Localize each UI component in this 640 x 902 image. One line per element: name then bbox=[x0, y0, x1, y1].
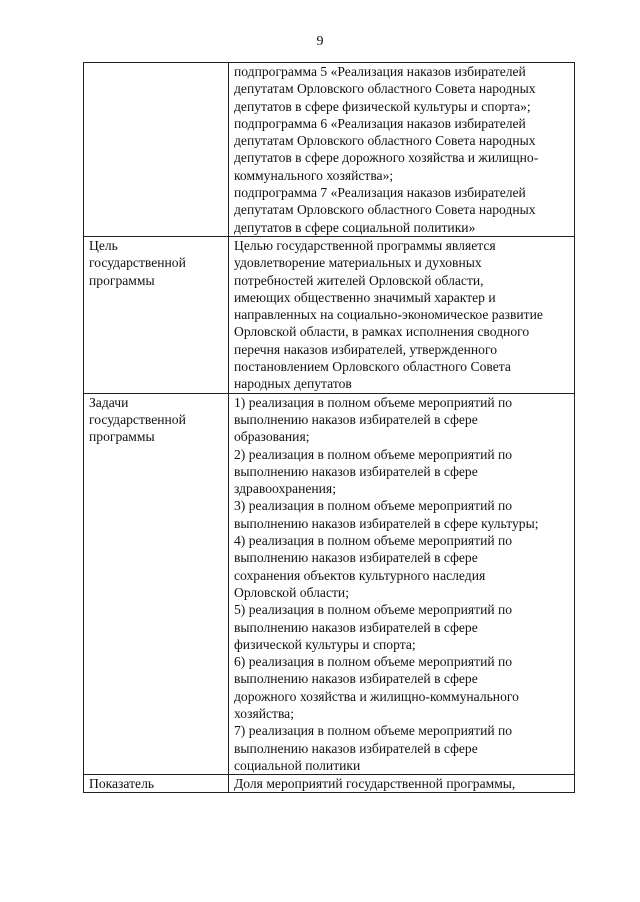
content-line: выполнению наказов избирателей в сфере bbox=[234, 463, 478, 479]
content-line: Орловской области; bbox=[234, 584, 349, 600]
content-line: 5) реализация в полном объеме мероприятий по bbox=[234, 602, 513, 618]
row-label-cell bbox=[84, 393, 229, 775]
content-line: перечня наказов избирателей, утвержденного bbox=[234, 341, 498, 357]
content-line: 1) реализация в полном объеме мероприятий по bbox=[234, 394, 513, 410]
label-line: программы bbox=[89, 429, 155, 445]
label-line: программы bbox=[89, 272, 155, 288]
row-content-cell bbox=[229, 775, 575, 793]
content-line: подпрограмма 5 «Реализация наказов избирателей bbox=[234, 64, 526, 79]
content-line: здравоохранения; bbox=[234, 481, 336, 497]
content-line: коммунального хозяйства»; bbox=[234, 167, 394, 183]
content-line: сохранения объектов культурного наследия bbox=[234, 567, 486, 583]
content-line: Доля мероприятий государственной программы, bbox=[234, 776, 516, 792]
label-line: Задачи bbox=[89, 394, 129, 410]
content-line: направленных на социально-экономическое развитие bbox=[234, 307, 543, 323]
table-row-goal bbox=[84, 236, 575, 393]
content-line: 4) реализация в полном объеме мероприятий по bbox=[234, 533, 513, 549]
table-row-indicator bbox=[84, 775, 575, 793]
content-line: выполнению наказов избирателей в сфере bbox=[234, 619, 478, 635]
content-line: выполнению наказов избирателей в сфере bbox=[234, 550, 478, 566]
content-line: удовлетворение материальных и духовных bbox=[234, 255, 482, 271]
content-line: подпрограмма 7 «Реализация наказов избирателей bbox=[234, 185, 526, 201]
content-line: депутатов в сфере физической культуры и спорта»; bbox=[234, 98, 531, 114]
content-line: 7) реализация в полном объеме мероприятий по bbox=[234, 723, 513, 739]
content-line: депутатам Орловского областного Совета народных bbox=[234, 81, 536, 97]
row-label-cell bbox=[84, 775, 229, 793]
content-line: дорожного хозяйства и жилищно-коммунального bbox=[234, 688, 519, 704]
content-line: выполнению наказов избирателей в сфере bbox=[234, 411, 478, 427]
content-line: депутатов в сфере социальной политики» bbox=[234, 219, 476, 235]
content-line: потребностей жителей Орловской области, bbox=[234, 272, 484, 288]
content-line: депутатов в сфере дорожного хозяйства и жилищно- bbox=[234, 150, 539, 166]
content-line: 3) реализация в полном объеме мероприятий по bbox=[234, 498, 513, 514]
content-line: Орловской области, в рамках исполнения сводного bbox=[234, 324, 530, 340]
content-line: физической культуры и спорта; bbox=[234, 636, 416, 652]
content-line: хозяйства; bbox=[234, 705, 294, 721]
row-label-cell bbox=[84, 236, 229, 393]
content-line: образования; bbox=[234, 429, 310, 445]
label-line: государственной bbox=[89, 255, 186, 271]
content-line: 6) реализация в полном объеме мероприятий по bbox=[234, 654, 513, 670]
label-line: Цель bbox=[89, 237, 118, 253]
table-row-tasks bbox=[84, 393, 575, 775]
program-passport-table bbox=[83, 62, 575, 793]
row-content-cell bbox=[229, 393, 575, 775]
table-row-subprograms bbox=[84, 63, 575, 237]
content-line: 2) реализация в полном объеме мероприятий по bbox=[234, 446, 513, 462]
page-number: 9 bbox=[316, 34, 324, 49]
content-line: подпрограмма 6 «Реализация наказов избирателей bbox=[234, 115, 526, 131]
label-line: государственной bbox=[89, 411, 186, 427]
content-line: народных депутатов bbox=[234, 376, 352, 392]
content-line: выполнению наказов избирателей в сфере bbox=[234, 671, 478, 687]
row-label-cell bbox=[84, 63, 229, 237]
content-line: выполнению наказов избирателей в сфере культуры; bbox=[234, 515, 539, 531]
content-line: депутатам Орловского областного Совета народных bbox=[234, 133, 536, 149]
label-line: Показатель bbox=[89, 776, 155, 792]
content-line: социальной политики bbox=[234, 757, 361, 773]
content-line: депутатам Орловского областного Совета народных bbox=[234, 202, 536, 218]
row-content-cell bbox=[229, 63, 575, 237]
content-line: выполнению наказов избирателей в сфере bbox=[234, 740, 478, 756]
content-line: постановлением Орловского областного Совета bbox=[234, 359, 511, 375]
content-line: Целью государственной программы является bbox=[234, 237, 496, 253]
content-line: имеющих общественно значимый характер и bbox=[234, 289, 496, 305]
row-content-cell bbox=[229, 236, 575, 393]
